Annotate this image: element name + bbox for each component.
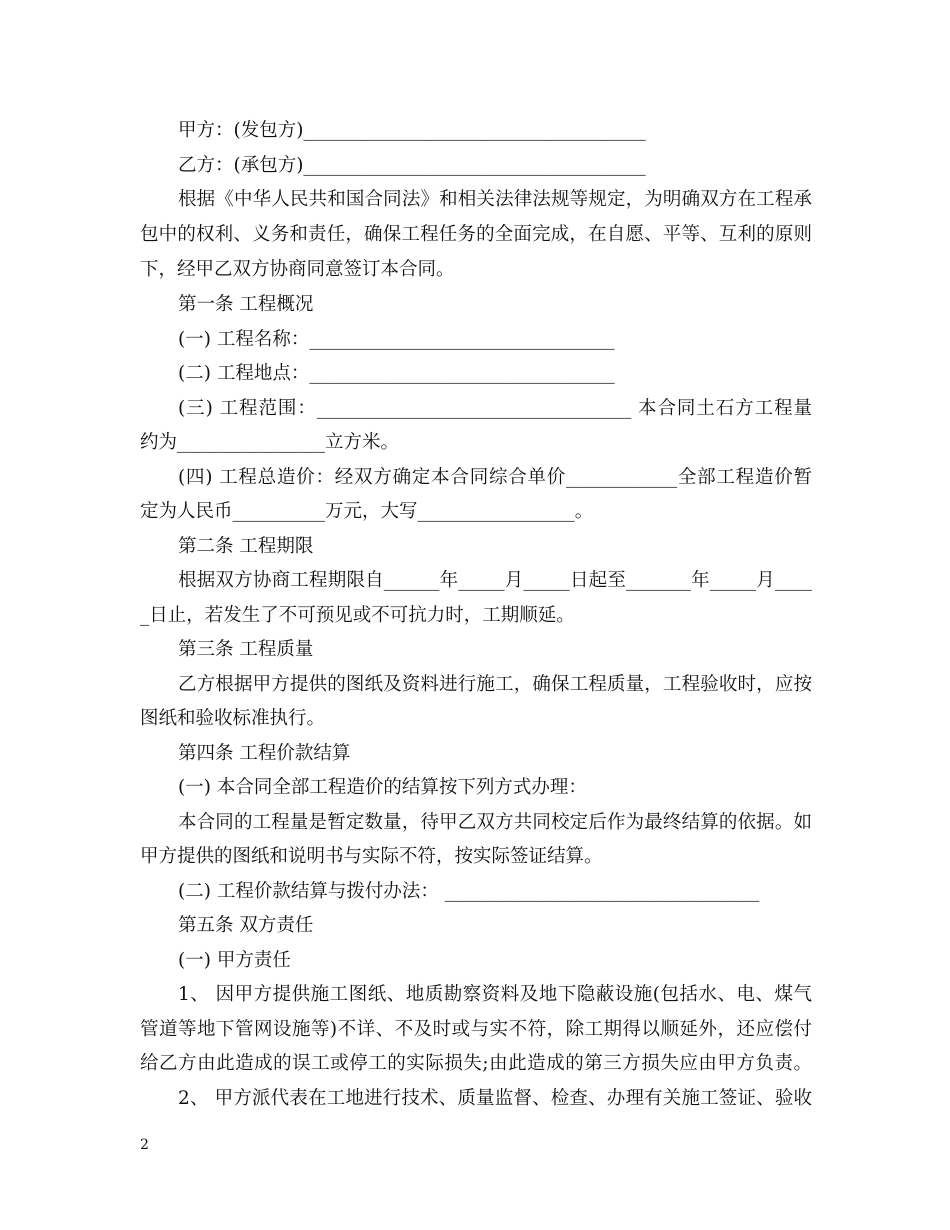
party-a-line: 甲方：(发包方)_____________________________________: [178, 120, 646, 141]
quality-line-2: 图纸和验收标准执行。: [140, 708, 326, 729]
settlement-line-2: 甲方提供的图纸和说明书与实际不符，按实际签证结算。: [140, 846, 603, 867]
preamble-line-3: 下，经甲乙双方协商同意签订本合同。: [140, 259, 455, 280]
party-a-duty-heading: (一) 甲方责任: [178, 950, 291, 971]
article-5-heading: 第五条 双方责任: [178, 915, 314, 936]
party-b-line: 乙方：(承包方)_____________________________________: [178, 155, 646, 176]
duty-1-line-3: 给乙方由此造成的误工或停工的实际损失;由此造成的第三方损失应由甲方负责。: [140, 1053, 812, 1074]
project-volume-line: 约为________________立方米。: [140, 432, 400, 453]
project-name-line: (一) 工程名称：_________________________________: [178, 329, 615, 350]
article-2-heading: 第二条 工程期限: [178, 536, 314, 557]
article-3-heading: 第三条 工程质量: [178, 639, 314, 660]
preamble-line-1: 根据《中华人民共和国合同法》和相关法律法规等规定，为明确双方在工程承: [178, 189, 812, 210]
project-cost-line-1: (四) 工程总造价：经双方确定本合同综合单价____________全部工程造价暂: [178, 467, 812, 488]
page-number: 2: [140, 1137, 149, 1153]
settlement-item-1: (一) 本合同全部工程造价的结算按下列方式办理：: [178, 777, 587, 798]
preamble-line-2: 包中的权利、义务和责任，确保工程任务的全面完成，在自愿、平等、互利的原则: [140, 224, 812, 245]
project-location-line: (二) 工程地点：_________________________________: [178, 363, 615, 384]
project-scope-line: (三) 工程范围：__________________________________ 本合同土石方工程量: [178, 398, 812, 419]
duty-2-line-1: 2、 甲方派代表在工地进行技术、质量监督、检查、办理有关施工签证、验收: [178, 1088, 812, 1109]
duty-1-line-1: 1、 因甲方提供施工图纸、地质勘察资料及地下隐蔽设施(包括水、电、煤气: [178, 984, 812, 1005]
settlement-item-2: (二) 工程价款结算与拨付办法： __________________________________: [178, 881, 760, 902]
project-cost-line-2: 定为人民币__________万元，大写_________________。: [140, 501, 594, 522]
article-1-heading: 第一条 工程概况: [178, 294, 314, 315]
quality-line-1: 乙方根据甲方提供的图纸及资料进行施工，确保工程质量，工程验收时，应按: [178, 674, 812, 695]
settlement-line-1: 本合同的工程量是暂定数量，待甲乙双方共同校定后作为最终结算的依据。如: [178, 812, 812, 833]
article-4-heading: 第四条 工程价款结算: [178, 743, 351, 764]
term-line-2: _日止，若发生了不可预见或不可抗力时，工期顺延。: [140, 605, 575, 626]
duty-1-line-2: 管道等地下管网设施等)不详、不及时或与实不符，除工期得以顺延外，还应偿付: [140, 1019, 812, 1040]
term-line-1: 根据双方协商工程期限自______年_____月_____日起至_______年_____月____: [178, 570, 812, 591]
